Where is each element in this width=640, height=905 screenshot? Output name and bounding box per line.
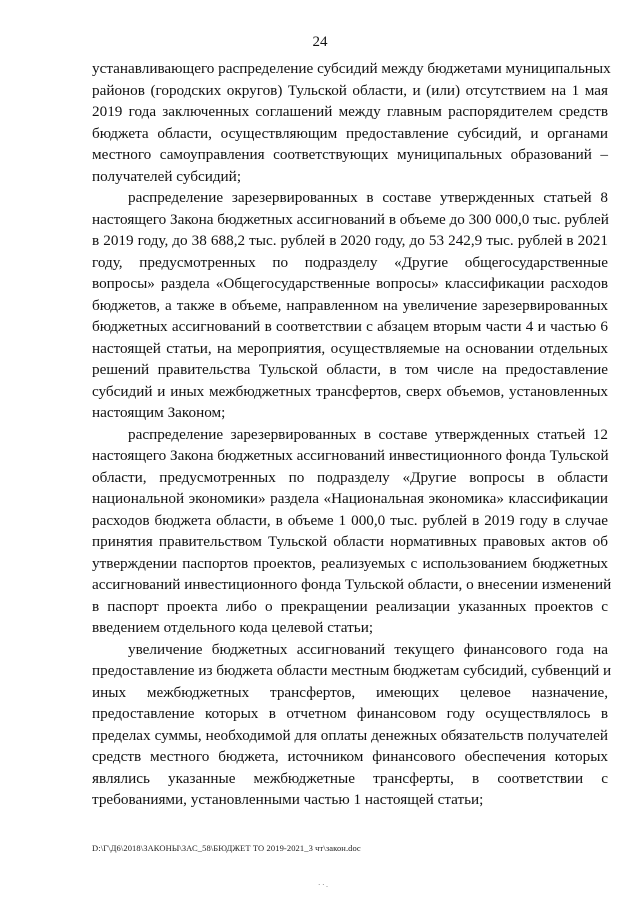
text-line: устанавливающего распределение субсидий между бюджетами муниципальных [92, 60, 611, 77]
text-line: настоящим Законом; [92, 404, 226, 421]
text-line: иных межбюджетных трансфертов, имеющих целевое назначение, [92, 683, 608, 701]
paragraph-intergovernmental-transfers [92, 639, 612, 811]
text-line: 2019 года заключенных соглашений между главным распорядителем средств [92, 103, 608, 120]
text-line: решений правительства Тульской области, в том числе на предоставление [92, 361, 608, 378]
text-line: бюджетных ассигнований в соответствии с абзацем вторым части 4 и частью 6 [92, 318, 608, 335]
footer-file-path: D:\Г\Д6\2018\ЗАКОНЫ\ЗАС_58\БЮДЖЕТ ТО 2019-2021_3 чт\закон.doc [92, 843, 361, 853]
text-line: местного самоуправления соответствующих муниципальных образований – [92, 146, 608, 163]
text-line: ассигнований инвестиционного фонда Тульской области, о внесении изменений [92, 576, 612, 593]
text-line: распределение зарезервированных в составе утвержденных статьей 8 [128, 189, 608, 206]
text-line: году, предусмотренных по подразделу «Другие общегосударственные [92, 253, 608, 271]
text-line: бюджетов, а также в объеме, направленном на увеличение зарезервированных [92, 296, 608, 314]
text-line: национальной экономики» раздела «Национальная экономика» классификации [92, 490, 608, 507]
paragraph-investment-fund [92, 424, 612, 639]
text-line: предоставление которых в отчетном финансовом году осуществлялось в [92, 705, 608, 722]
text-line: настоящего Закона бюджетных ассигнований в объеме до 300 000,0 тыс. рублей [92, 210, 609, 228]
text-line: субсидий и иных межбюджетных трансфертов, сверх объемов, установленных [92, 382, 608, 400]
page-number: 24 [312, 34, 328, 50]
paragraph-reserved-allocations [92, 187, 608, 424]
scan-artifact-mark: · · . [318, 881, 328, 889]
text-line: вопросы» раздела «Общегосударственные вопросы» классификации расходов [92, 275, 608, 292]
text-line: распределение зарезервированных в составе утвержденных статьей 12 [128, 425, 608, 443]
text-line: принятия правительством Тульской области нормативных правовых актов об [92, 533, 608, 550]
document-body [92, 58, 612, 811]
text-line: увеличение бюджетных ассигнований текущего финансового года на [128, 640, 608, 658]
text-line: расходов бюджета области, в объеме 1 000,0 тыс. рублей в 2019 году в случае [92, 511, 608, 529]
text-line: предоставление из бюджета области местным бюджетам субсидий, субвенций и [92, 662, 612, 679]
text-line: являлись указанные межбюджетные трансферты, в соответствии с [92, 769, 608, 787]
paragraph-subsidy-distribution-end [92, 58, 611, 187]
text-line: средств местного бюджета, источником финансового обеспечения которых [92, 748, 608, 765]
text-line: настоящего Закона бюджетных ассигнований инвестиционного фонда Тульской [92, 447, 609, 464]
text-line: получателей субсидий; [92, 167, 242, 185]
text-line: области, предусмотренных по подразделу «Другие вопросы в области [92, 468, 608, 486]
text-line: введением отдельного кода целевой статьи; [92, 619, 374, 636]
text-line: в 2019 году, до 38 688,2 тыс. рублей в 2020 году, до 53 242,9 тыс. рублей в 2021 [92, 232, 608, 249]
text-line: районов (городских округов) Тульской области, и (или) отсутствием на 1 мая [92, 81, 608, 99]
text-line: в паспорт проекта либо о прекращении реализации указанных проектов с [92, 597, 608, 615]
text-line: бюджета области, осуществляющим предоставление субсидий, и органами [92, 124, 608, 142]
text-line: настоящей статьи, на мероприятия, осуществляемые на основании отдельных [92, 339, 608, 357]
text-line: утверждении паспортов проектов, реализуемых с использованием бюджетных [92, 554, 608, 572]
text-line: требованиями, установленными частью 1 настоящей статьи; [92, 791, 484, 808]
text-line: пределах суммы, необходимой для оплаты денежных обязательств получателей [92, 726, 608, 744]
